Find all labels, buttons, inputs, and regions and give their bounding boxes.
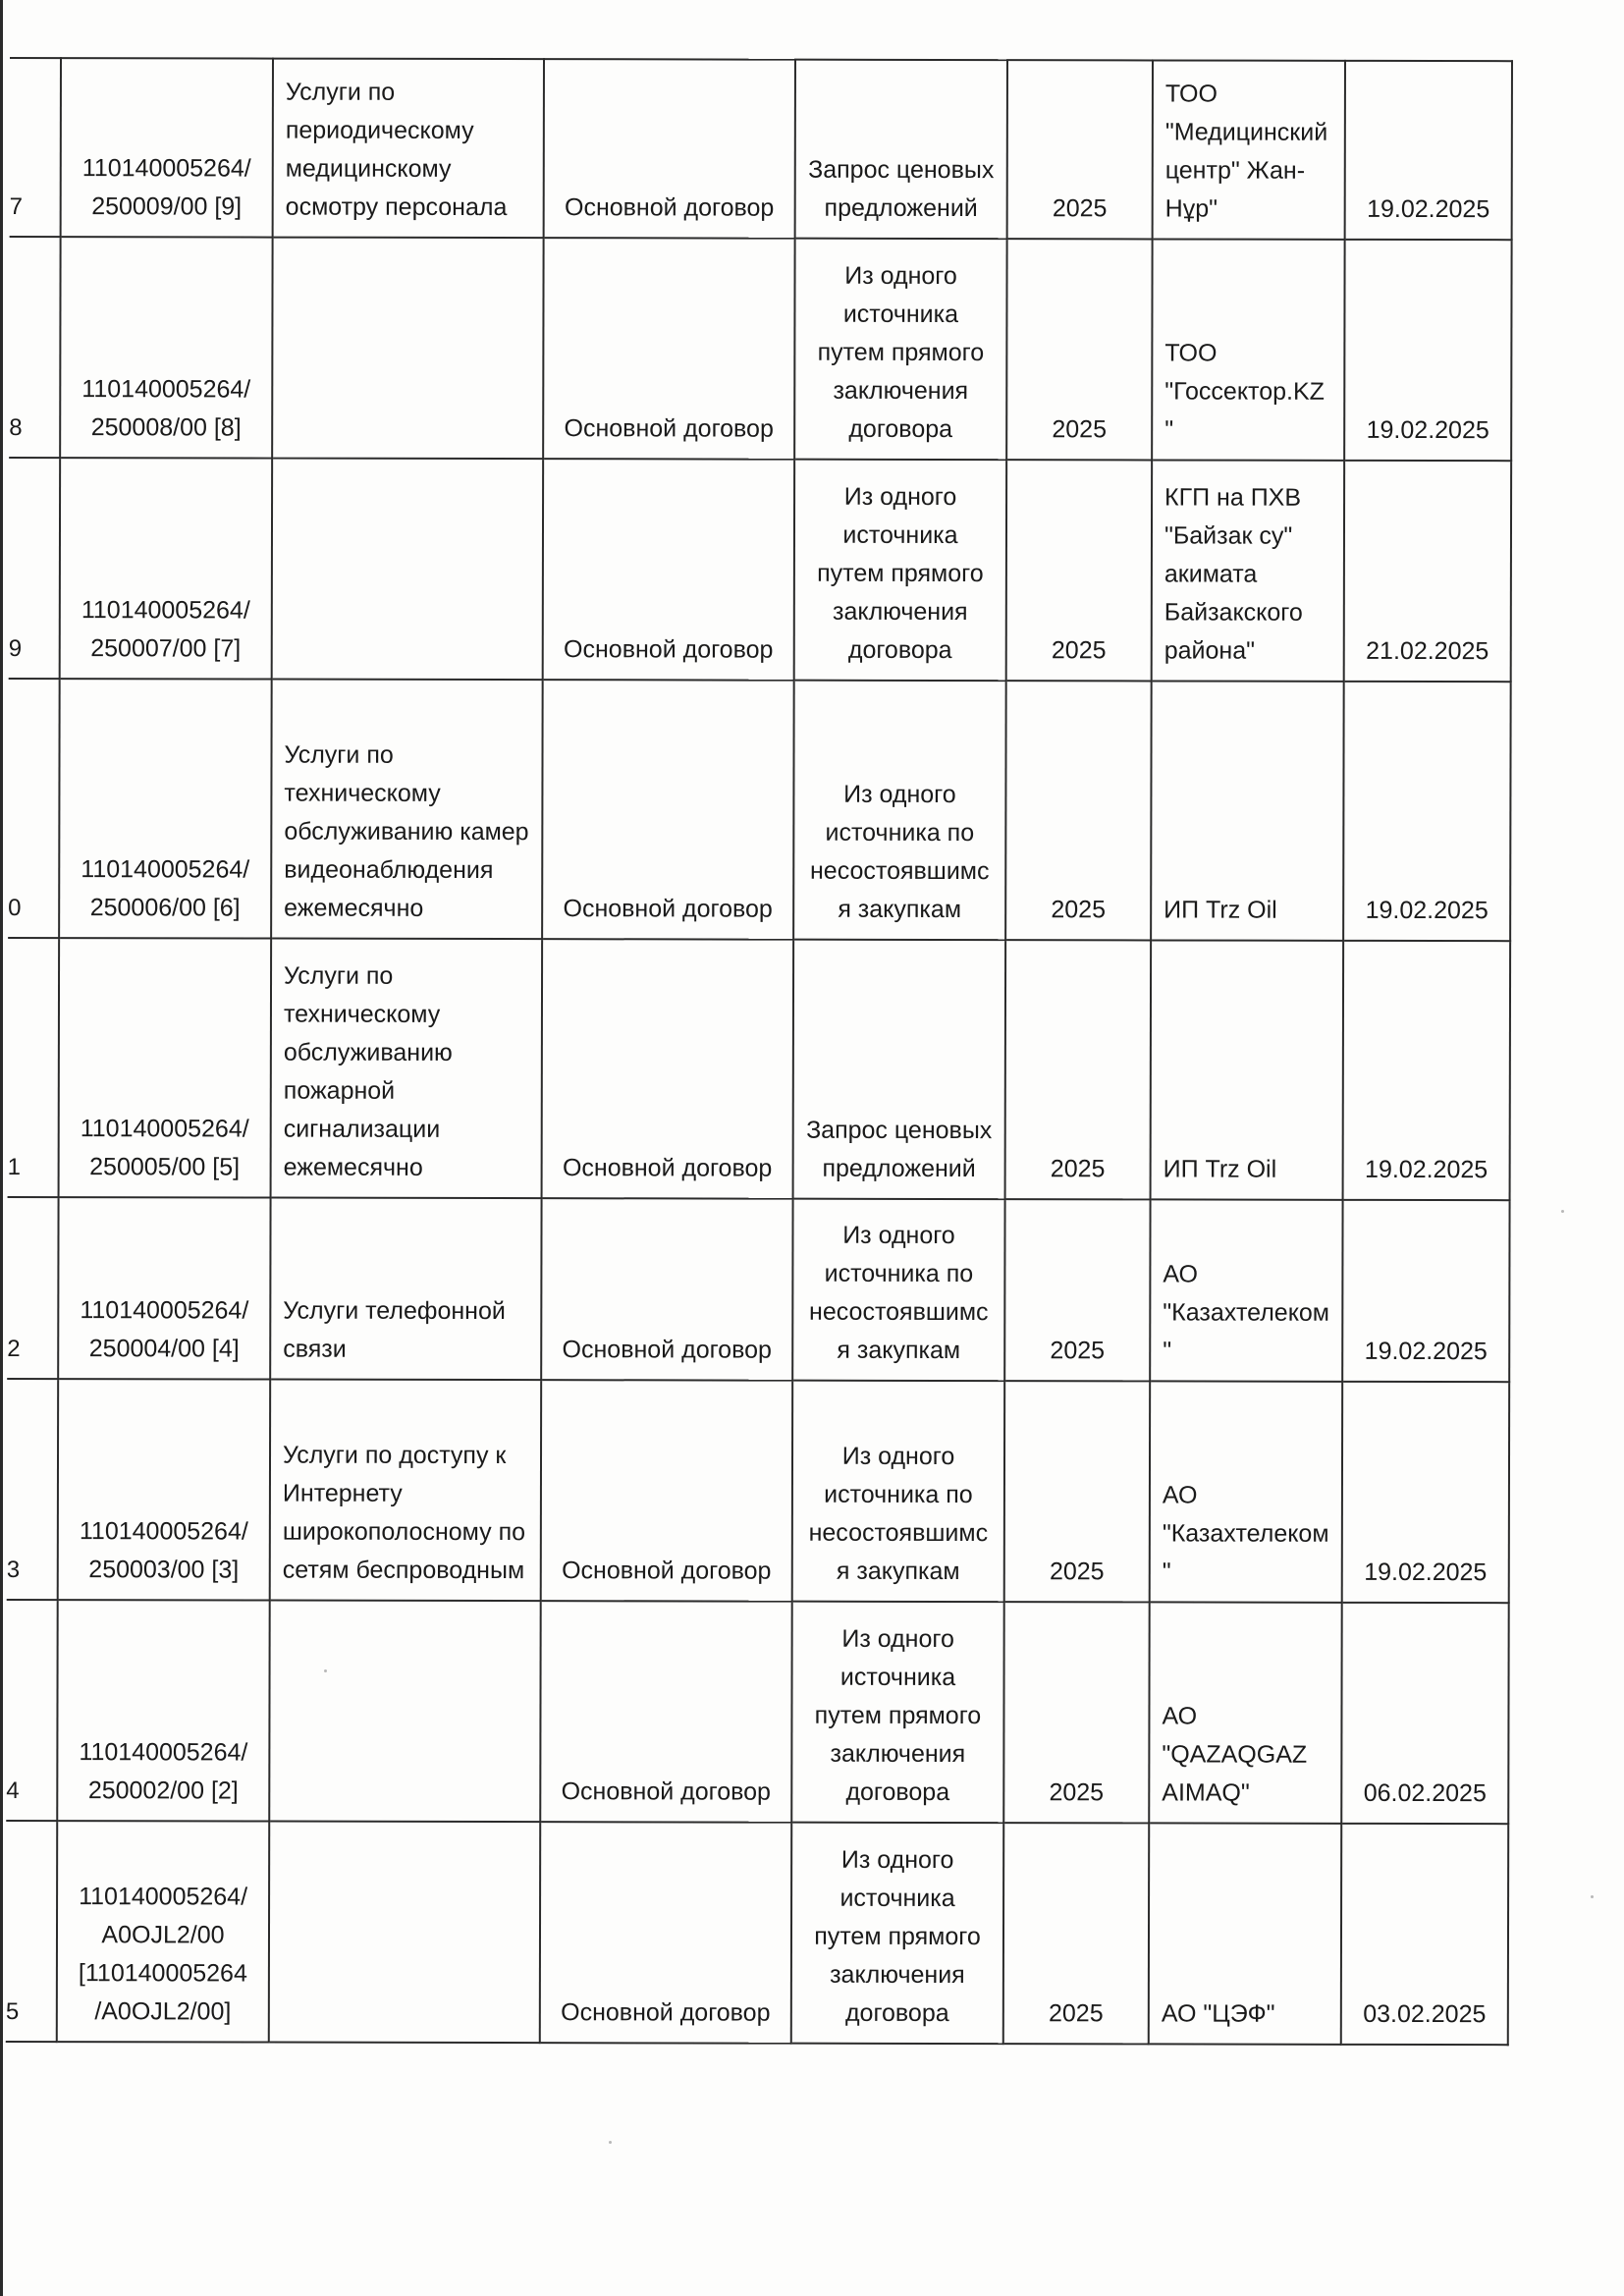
scan-speck xyxy=(609,2141,612,2144)
contract-subject: Услуги по доступу к Интернету широкополосному по сетям беспроводным xyxy=(270,1380,541,1602)
contract-type: Основной договор xyxy=(541,1380,792,1602)
row-index: 0 xyxy=(8,679,60,938)
contract-date: 06.02.2025 xyxy=(1341,1603,1508,1824)
contract-number: 110140005264/ 250007/00 [7] xyxy=(60,458,272,679)
contract-year: 2025 xyxy=(1004,1199,1150,1381)
supplier-name: КГП на ПХВ "Байзак су" акимата Байзакского района" xyxy=(1152,460,1344,681)
procurement-method: Из одного источника по несостоявшимся закупкам xyxy=(792,1199,1004,1381)
procurement-method: Запрос ценовых предложений xyxy=(793,940,1006,1199)
supplier-name: ТОО "Госсектор.KZ " xyxy=(1152,239,1344,460)
scan-speck xyxy=(1591,1895,1594,1898)
contract-year: 2025 xyxy=(1005,940,1152,1199)
contract-number: 110140005264/ 250009/00 [9] xyxy=(61,58,273,237)
contract-subject xyxy=(269,1601,540,1823)
contract-subject: Услуги по техническому обслуживанию пожарной сигнализации ежемесячно xyxy=(271,939,543,1199)
contract-year: 2025 xyxy=(1006,460,1152,681)
contract-year: 2025 xyxy=(1007,60,1153,239)
supplier-name: ИП Trz Oil xyxy=(1151,940,1344,1199)
supplier-name: АО "QAZAQGAZ AIMAQ" xyxy=(1149,1602,1341,1823)
table-row xyxy=(6,1821,1508,2045)
supplier-name: АО "Казахтелеком" xyxy=(1150,1199,1342,1381)
contract-year: 2025 xyxy=(1004,1381,1150,1602)
table-row xyxy=(6,1600,1508,1824)
supplier-name: ИП Trz Oil xyxy=(1151,681,1344,940)
contract-year: 2025 xyxy=(1003,1823,1149,2044)
row-index: 9 xyxy=(9,458,60,679)
table-row xyxy=(7,1197,1509,1382)
procurement-method: Из одного источника по несостоявшимся закупкам xyxy=(793,681,1006,940)
table-row xyxy=(9,458,1511,682)
contract-number: 110140005264/ 250002/00 [2] xyxy=(57,1600,269,1821)
contract-number: 110140005264/ 250004/00 [4] xyxy=(58,1197,270,1379)
procurement-method: Из одного источника путем прямого заключения договора xyxy=(791,1602,1003,1823)
contract-year: 2025 xyxy=(1005,681,1152,940)
contract-type: Основной договор xyxy=(542,939,794,1199)
contract-type: Основной договор xyxy=(544,59,795,239)
contract-subject xyxy=(272,238,543,460)
procurement-method: Из одного источника путем прямого заключения договора xyxy=(794,239,1006,460)
contract-date: 19.02.2025 xyxy=(1343,941,1511,1200)
supplier-name: АО "ЦЭФ" xyxy=(1149,1823,1341,2044)
row-index: 2 xyxy=(7,1197,58,1379)
contract-subject xyxy=(269,1822,540,2044)
contracts-table xyxy=(6,57,1513,2046)
table-row xyxy=(8,938,1511,1200)
row-index: 3 xyxy=(7,1379,58,1600)
table-row xyxy=(10,58,1512,240)
row-index: 1 xyxy=(8,938,60,1197)
contract-date: 19.02.2025 xyxy=(1342,1200,1509,1382)
row-index: 8 xyxy=(9,237,60,458)
contract-year: 2025 xyxy=(1006,239,1152,460)
contract-date: 03.02.2025 xyxy=(1341,1824,1508,2045)
contract-number: 110140005264/ A0OJL2/00 [110140005264 /A0OJL2/00] xyxy=(57,1821,269,2042)
scan-left-edge xyxy=(0,0,3,2296)
table-row xyxy=(9,237,1511,461)
contract-date: 21.02.2025 xyxy=(1344,461,1511,682)
procurement-method: Запрос ценовых предложений xyxy=(795,60,1007,239)
contract-type: Основной договор xyxy=(540,1601,791,1823)
scan-speck xyxy=(1561,1210,1564,1213)
contract-type: Основной договор xyxy=(540,1822,791,2044)
contract-subject: Услуги по техническому обслуживанию камер видеонаблюдения ежемесячно xyxy=(271,680,543,940)
contract-year: 2025 xyxy=(1003,1602,1149,1823)
contract-number: 110140005264/ 250003/00 [3] xyxy=(58,1379,270,1600)
contract-number: 110140005264/ 250006/00 [6] xyxy=(59,679,272,938)
contract-type: Основной договор xyxy=(543,459,794,681)
procurement-method: Из одного источника путем прямого заключения договора xyxy=(794,460,1006,681)
contract-subject: Услуги по периодическому медицинскому осмотру персонала xyxy=(273,59,544,239)
scan-speck xyxy=(324,1669,327,1672)
contract-number: 110140005264/ 250008/00 [8] xyxy=(60,237,272,458)
supplier-name: АО "Казахтелеком" xyxy=(1150,1381,1342,1602)
contract-subject xyxy=(272,459,543,681)
contract-type: Основной договор xyxy=(543,238,794,460)
contract-date: 19.02.2025 xyxy=(1342,1382,1509,1603)
row-index: 5 xyxy=(6,1821,57,2042)
table-row xyxy=(7,1379,1509,1603)
procurement-method: Из одного источника по несостоявшимся закупкам xyxy=(792,1381,1004,1602)
row-index: 4 xyxy=(6,1600,57,1821)
contract-date: 19.02.2025 xyxy=(1344,240,1511,461)
contract-type: Основной договор xyxy=(542,680,794,940)
procurement-method: Из одного источника путем прямого заключения договора xyxy=(791,1823,1003,2044)
contract-subject: Услуги телефонной связи xyxy=(270,1198,541,1381)
supplier-name: ТОО "Медицинский центр" Жан-Нұр" xyxy=(1153,60,1345,239)
contract-date: 19.02.2025 xyxy=(1345,61,1512,240)
row-index: 7 xyxy=(10,58,61,237)
contract-number: 110140005264/ 250005/00 [5] xyxy=(59,938,272,1197)
contract-date: 19.02.2025 xyxy=(1343,682,1511,941)
contract-type: Основной договор xyxy=(541,1198,792,1381)
table-row xyxy=(8,679,1511,941)
